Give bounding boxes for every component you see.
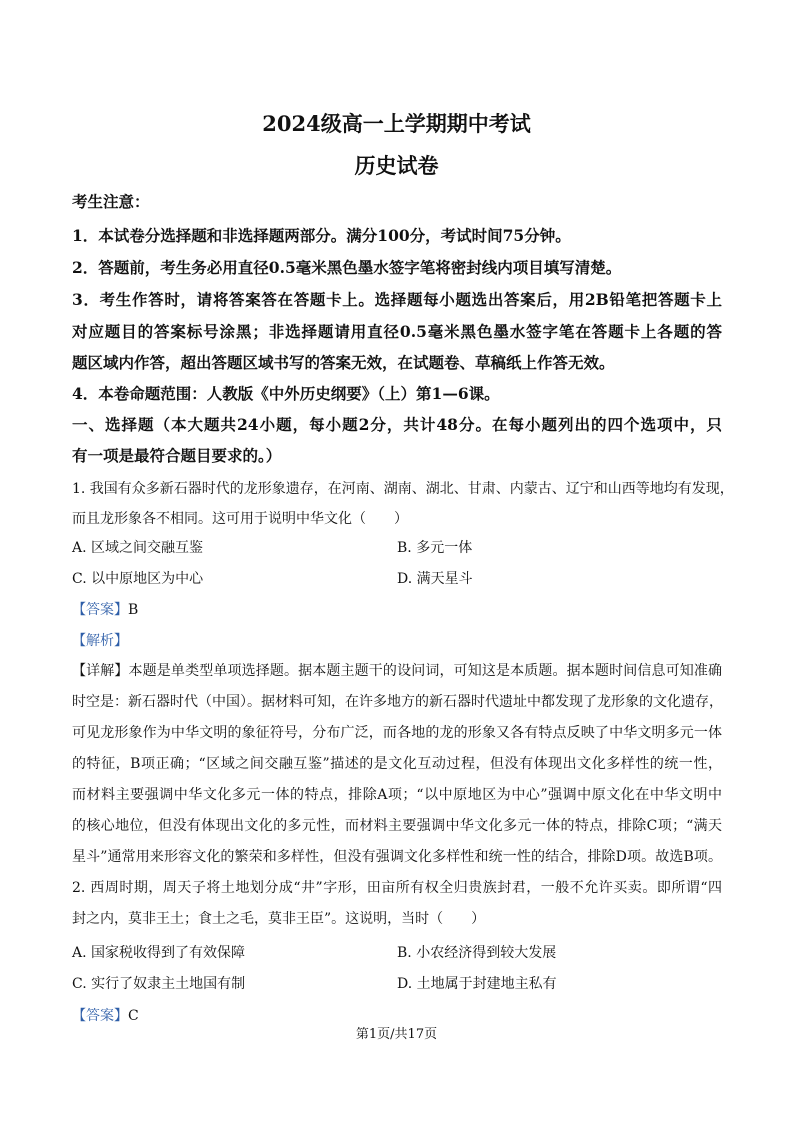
q1-option-c: C. 以中原地区为中心 bbox=[72, 571, 204, 587]
q2-option-c: C. 实行了奴隶主土地国有制 bbox=[72, 976, 246, 992]
page-number: 第1页/共17页 bbox=[355, 1027, 438, 1042]
q2-stem-cont: 封之内，莫非王土；食土之毛，莫非王臣”。这说明，当时（ ） bbox=[72, 911, 486, 927]
q1-detail-line-4: 的特征，B项正确；“区域之间交融互鉴”描述的是文化互动过程，但没有体现出文化多样性的统一性， bbox=[72, 756, 722, 772]
q2-option-d: D. 土地属于封建地主私有 bbox=[397, 976, 557, 992]
q2-option-a: A. 国家税收得到了有效保障 bbox=[72, 945, 246, 961]
q1-option-b: B. 多元一体 bbox=[397, 540, 473, 556]
answer-value: C bbox=[128, 1008, 139, 1024]
q1-stem-cont: 而且龙形象各不相同。这可用于说明中华文化（ ） bbox=[72, 511, 408, 527]
q1-detail-line-7: 星斗”通常用来形容文化的繁荣和多样性，但没有强调文化多样性和统一性的结合，排除D项。故选B项。 bbox=[72, 849, 722, 865]
q1-analysis-label: 【解析】 bbox=[72, 633, 128, 649]
q2-stem: 2. 西周时期，周天子将土地划分成“井”字形，田亩所有权全归贵族封君，一般不允许买卖。即所谓“四 bbox=[72, 880, 722, 896]
q2-answer bbox=[72, 1005, 139, 1025]
q1-option-a: A. 区域之间交融互鉴 bbox=[72, 540, 204, 556]
notice-item-3-cont: 对应题目的答案标号涂黑；非选择题请用直径0.5毫米黑色墨水签字笔在答题卡上各题的答 bbox=[72, 322, 722, 341]
notice-item-1: 1．本试卷分选择题和非选择题两部分。满分100分，考试时间75分钟。 bbox=[72, 226, 571, 245]
q1-stem: 1. 我国有众多新石器时代的龙形象遗存，在河南、湖南、湖北、甘肃、内蒙古、辽宁和山西等地均有发现， bbox=[72, 481, 734, 497]
section-heading: 一、选择题（本大题共24小题，每小题2分，共计48分。在每小题列出的四个选项中，只 bbox=[72, 415, 722, 434]
q1-option-d: D. 满天星斗 bbox=[397, 571, 473, 587]
answer-label: 【答案】 bbox=[72, 602, 128, 618]
q1-detail-line-2: 时空是：新石器时代（中国）。据材料可知，在许多地方的新石器时代遗址中都发现了龙形象的文化遗存， bbox=[72, 694, 723, 710]
q1-detail-line-3: 可见龙形象作为中华文明的象征符号，分布广泛，而各地的龙的形象又各有特点反映了中华文明多元一体 bbox=[72, 725, 722, 741]
notice-heading: 考生注意： bbox=[72, 192, 150, 211]
q1-detail-line-5: 而材料主要强调中华文化多元一体的特点，排除A项；“以中原地区为中心”强调中原文化在中华文明中 bbox=[72, 787, 722, 803]
notice-item-3-cont2: 题区域内作答，超出答题区域书写的答案无效，在试题卷、草稿纸上作答无效。 bbox=[72, 353, 615, 372]
q1-detail-line-6: 的核心地位，但没有体现出文化的多元性，而材料主要强调中华文化多元一体的特点，排除C项；“满天 bbox=[72, 818, 722, 834]
exam-subtitle: 历史试卷 bbox=[354, 153, 439, 178]
notice-item-3: 3．考生作答时，请将答案答在答题卡上。选择题每小题选出答案后，用2B铅笔把答题卡上 bbox=[72, 290, 722, 309]
exam-title: 2024级高一上学期期中考试 bbox=[262, 111, 531, 136]
q2-option-b: B. 小农经济得到较大发展 bbox=[397, 945, 557, 961]
section-heading-cont: 有一项是最符合题目要求的。） bbox=[72, 446, 282, 465]
notice-item-4: 4．本卷命题范围：人教版《中外历史纲要》（上）第1—6课。 bbox=[72, 384, 500, 403]
q1-answer bbox=[72, 599, 138, 619]
answer-value: B bbox=[128, 602, 139, 618]
answer-label: 【答案】 bbox=[72, 1008, 128, 1024]
q1-detail-line-1: 【详解】本题是单类型单项选择题。据本题主题干的设问词，可知这是本质题。据本题时间信息可知准确 bbox=[72, 663, 722, 679]
notice-item-2: 2．答题前，考生务必用直径0.5毫米黑色墨水签字笔将密封线内项目填写清楚。 bbox=[72, 258, 622, 277]
